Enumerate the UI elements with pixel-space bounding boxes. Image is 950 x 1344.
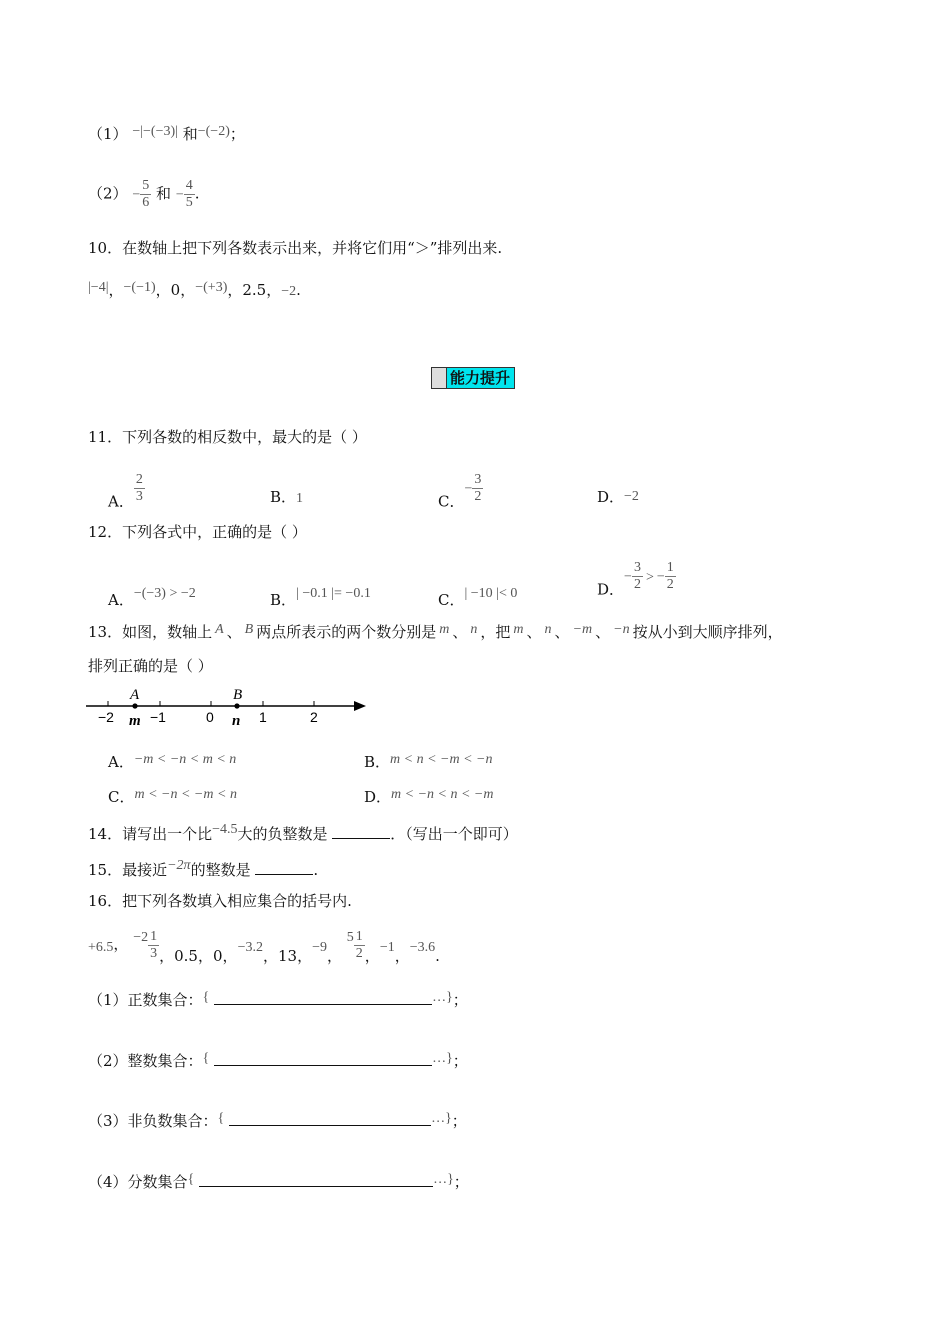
q12-text: 12．下列各式中，正确的是（ ）	[88, 523, 307, 541]
q16-numbers: +6.5， −2 $\frac{1}{3}$ ，0.5，0，−3.2，13，−9， 5 $\frac{1}{2}$ ，−1，−3.6.	[88, 928, 440, 965]
q12-option-c[interactable]: C．| −10 |< 0	[438, 586, 518, 609]
q9-p2-fraction1: $\frac{5}{6}$	[142, 178, 150, 210]
q9-p2-and: 和	[156, 184, 172, 203]
q9-p2-fraction2: $\frac{4}{5}$	[185, 178, 193, 210]
q16-fraction-blank[interactable]	[199, 1172, 433, 1187]
q12-option-d[interactable]: D．− $\frac{3}{2}$ > − $\frac{1}{2}$	[597, 560, 674, 599]
tick-label: 2	[310, 709, 318, 725]
q13-text: 13．如图，数轴上 A 、 B 两点所表示的两个数分别是 m 、 n ，把 m 、 n 、 −m 、 −n 按从小到大顺序排列，	[88, 622, 783, 641]
q15-text: 15．最接近−2π的整数是 .	[88, 858, 319, 879]
q9-p1-end: ；	[229, 125, 245, 143]
point-b-label: B	[233, 687, 243, 703]
point-a-sub: m	[129, 713, 141, 729]
section-heading: 能力提升	[431, 367, 515, 389]
q9-p2-label: （2）	[88, 184, 128, 203]
point-a-dot	[132, 703, 137, 708]
q16-text: 16．把下列各数填入相应集合的括号内.	[88, 892, 352, 910]
q9-p1-and: 和	[182, 125, 198, 143]
q11-option-a[interactable]: A． $\frac{2}{3}$	[108, 472, 143, 511]
point-b-sub: n	[232, 713, 241, 729]
q12-option-b[interactable]: B．| −0.1 |= −0.1	[270, 586, 371, 609]
q9-p1-label: （1）	[88, 125, 128, 143]
tick-label: −2	[98, 709, 114, 725]
q16-set-integer: （2）整数集合：{ …}；	[88, 1051, 468, 1070]
q13-option-c[interactable]: C．m < −n < −m < n	[108, 787, 237, 806]
q12-option-a[interactable]: A．−(−3) > −2	[108, 586, 196, 609]
q11-option-c[interactable]: C．− $\frac{3}{2}$	[438, 472, 482, 511]
tick-label: 0	[206, 709, 214, 725]
point-b-dot	[234, 703, 239, 708]
q13-option-b[interactable]: B．m < n < −m < −n	[364, 752, 493, 771]
q16-set-nonnegative: （3）非负数集合：{ …}；	[88, 1111, 467, 1130]
q11-option-d[interactable]: D．−2	[597, 488, 639, 506]
arrow-icon	[354, 701, 366, 711]
q16-integer-blank[interactable]	[214, 1051, 432, 1066]
q15-answer-blank[interactable]	[255, 860, 313, 875]
q9-part1	[88, 122, 245, 144]
q16-positive-blank[interactable]	[214, 990, 432, 1005]
q16-set-positive: （1）正数集合：{ …}；	[88, 990, 468, 1009]
q14-answer-blank[interactable]	[332, 824, 390, 839]
tick-label: −1	[150, 709, 166, 725]
q16-nonnegative-blank[interactable]	[229, 1111, 431, 1126]
q13-text-line2: 排列正确的是（ ）	[88, 657, 213, 675]
q9-p1-expr1: −|−(−3)|	[132, 124, 178, 139]
q14-text: 14．请写出一个比−4.5大的负整数是 ．（写出一个即可）	[88, 822, 518, 843]
q10-text: 10．在数轴上把下列各数表示出来，并将它们用“＞”排列出来.	[88, 239, 503, 257]
q10-numbers: |−4|，−(−1)，0，−(+3)，2.5，−2.	[88, 280, 301, 299]
q9-part2: （2） − $\frac{5}{6}$ 和 − $\frac{4}{5}$ .	[88, 178, 200, 210]
point-a-label: A	[130, 687, 140, 703]
tick-label: 1	[259, 709, 267, 725]
q9-p2-end: .	[194, 184, 200, 203]
q9-p1-expr2: −(−2)	[197, 124, 230, 139]
q16-set-fraction: （4）分数集合{ …}；	[88, 1172, 469, 1191]
q13-option-d[interactable]: D．m < −n < n < −m	[364, 787, 494, 806]
q13-option-a[interactable]: A．−m < −n < m < n	[108, 752, 237, 771]
number-line-figure	[86, 684, 376, 730]
q11-option-b[interactable]: B．1	[270, 488, 304, 506]
q11-text: 11．下列各数的相反数中，最大的是（ ）	[88, 428, 367, 446]
